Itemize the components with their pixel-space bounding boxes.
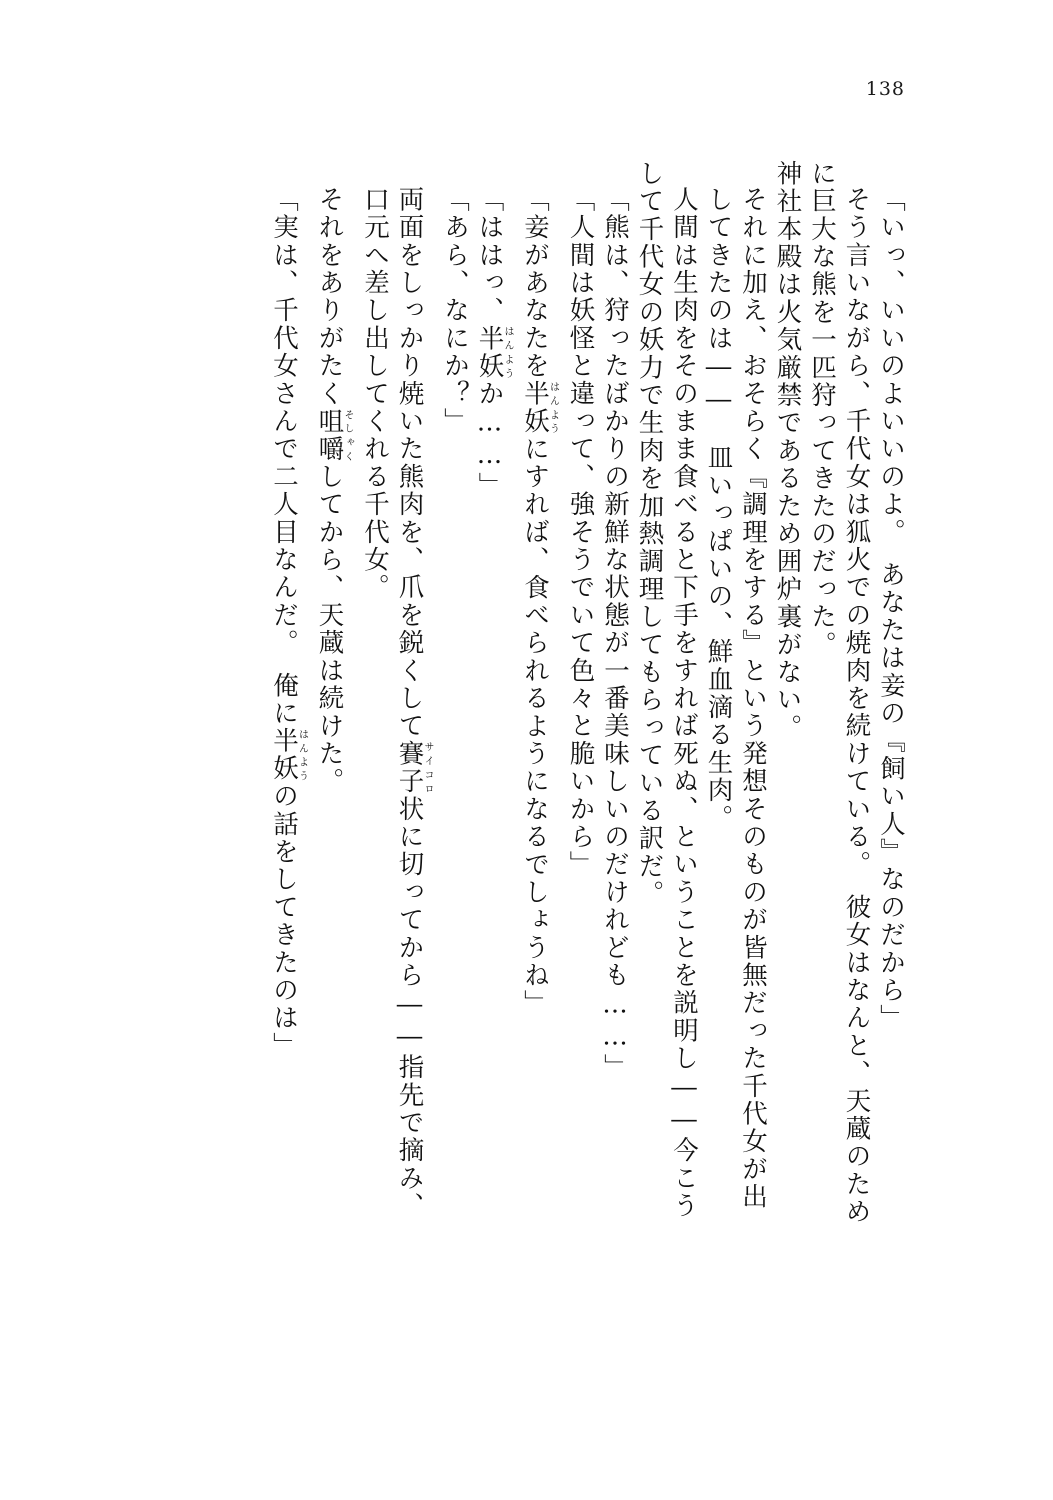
text-line: 人間は生肉をそのまま食べると下手をすれば死ぬ、ということを説明し――今こう: [669, 186, 699, 1220]
ruby-半妖: 半妖はんよう: [474, 324, 513, 380]
text-line: 「ははっ、半妖はんようか……」: [474, 186, 513, 500]
text-line: 神社本殿は火気厳禁であるため囲炉裏がない。: [772, 160, 803, 742]
text-line: して千代女の妖力で生肉を加熱調理してもらっている訳だ。: [634, 160, 665, 908]
ruby-咀嚼: 咀嚼そしゃく: [314, 407, 353, 464]
text-line: 「あら、なにか？」: [440, 186, 470, 436]
ruby-賽子: 賽子サイコロ: [394, 740, 433, 796]
text-line: 「実は、千代女さんで二人目なんだ。 俺に半妖はんようの話をしてきたのは」: [269, 186, 308, 1060]
ruby-半妖: 半妖はんよう: [520, 379, 559, 436]
text-line: 口元へ差し出してくれる千代女。: [360, 186, 390, 602]
text-line: 「熊は、狩ったばかりの新鮮な状態が一番美味しいのだけれども……」: [600, 186, 630, 1082]
text-line: それに加え、おそらく『調理をする』という発想そのものが皆無だった千代女が出: [738, 186, 768, 1211]
text-line: 「いっ、いいのよいいのよ。 あなたは妾の『飼い人』なのだから」: [876, 186, 906, 1032]
vertical-text-block: [120, 160, 906, 1226]
text-line: そう言いながら、千代女は狐火での焼肉を続けている。 彼女はなんと、天蔵のため: [841, 186, 872, 1226]
text-line: それをありがたく咀嚼そしゃくしてから、天蔵は続けた。: [314, 186, 353, 796]
page-number: 138: [865, 78, 905, 100]
text-line: してきたのは―― 皿いっぱいの、鮮血滴る生肉。: [703, 186, 734, 833]
ruby-半妖: 半妖はんよう: [269, 727, 308, 783]
text-line: 「人間は妖怪と違って、強そうでいて色々と脆いから」: [565, 186, 596, 879]
text-line: 両面をしっかり焼いた熊肉を、爪を鋭くして賽子サイコロ状に切ってから――指先で摘み、: [394, 186, 433, 1220]
text-line: 「妾があなたを半妖はんようにすれば、食べられるようになるでしょうね」: [520, 186, 559, 1018]
text-line: に巨大な熊を一匹狩ってきたのだった。: [807, 160, 837, 659]
